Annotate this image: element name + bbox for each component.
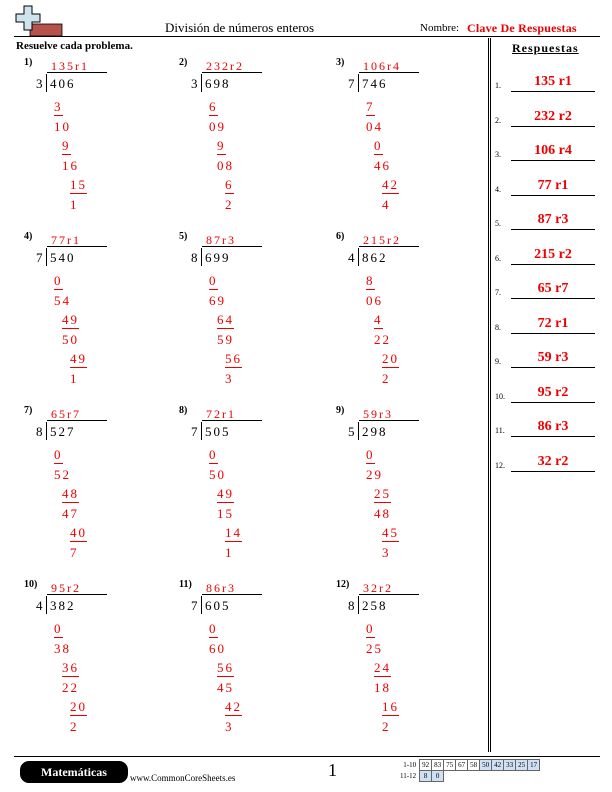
problem-number: 11) (179, 579, 192, 590)
subtract-value: 49 (62, 312, 79, 327)
answer-number: 7. (495, 288, 501, 297)
division-problem (336, 579, 486, 739)
score-table (398, 759, 540, 782)
remainder-value: 69 (209, 292, 226, 308)
score-cell: 8 (420, 771, 432, 782)
division-problem (24, 579, 174, 739)
answer-line (511, 91, 595, 92)
subtract-value: 0 (54, 273, 63, 288)
quotient: 106r4 (359, 59, 419, 73)
answer-value: 215 r2 (534, 246, 572, 262)
dividend: 258 (362, 598, 388, 613)
remainder-value: 1 (70, 196, 79, 212)
quotient: 215r2 (359, 233, 419, 247)
answer-line (511, 436, 595, 437)
division-bracket (358, 596, 359, 614)
remainder-value: 47 (62, 505, 79, 521)
divisor: 8 (348, 598, 355, 613)
subtract-value: 4 (374, 312, 383, 327)
answer-line (511, 298, 595, 299)
footer-divider (14, 756, 600, 757)
answer-value: 72 r1 (537, 315, 569, 331)
answer-line (511, 471, 595, 472)
division-problem (24, 57, 174, 217)
subtract-value: 8 (366, 273, 375, 288)
answer-value: 77 r1 (537, 177, 569, 193)
remainder-value: 52 (54, 466, 71, 482)
division-problem (179, 405, 329, 565)
dividend: 298 (362, 424, 388, 439)
answer-row (495, 176, 601, 196)
score-cell: 58 (468, 760, 480, 771)
division-bracket (46, 422, 47, 440)
answer-line (511, 402, 595, 403)
subtract-value: 15 (70, 177, 87, 192)
division-bracket (201, 596, 202, 614)
answers-title: Respuestas (512, 41, 579, 55)
division-bracket (46, 596, 47, 614)
division-problem (24, 405, 174, 565)
problem-number: 5) (179, 231, 188, 242)
answer-number: 2. (495, 115, 501, 125)
remainder-value: 48 (374, 505, 391, 521)
problem-number: 3) (336, 57, 345, 68)
remainder-value: 60 (209, 640, 226, 656)
remainder-value: 50 (62, 331, 79, 347)
problem-number: 8) (179, 405, 188, 416)
remainder-value: 2 (382, 718, 391, 734)
divisor: 5 (348, 424, 355, 439)
divisor: 7 (36, 250, 43, 265)
remainder-value: 46 (374, 157, 391, 173)
remainder-value: 38 (54, 640, 71, 656)
divisor: 4 (348, 250, 355, 265)
remainder-value: 45 (217, 679, 234, 695)
subtract-value: 48 (62, 486, 79, 501)
score-cell: 75 (444, 760, 456, 771)
answer-row (495, 348, 601, 368)
site-url: www.CommonCoreSheets.es (130, 773, 236, 783)
subtract-value: 40 (70, 525, 87, 540)
division-bracket (358, 248, 359, 266)
score-cell: 25 (516, 760, 528, 771)
remainder-value: 2 (382, 370, 391, 386)
answer-line (511, 264, 595, 265)
remainder-value: 1 (70, 370, 79, 386)
dividend: 382 (50, 598, 76, 613)
score-row-label: 11-12 (400, 772, 417, 780)
answer-number: 4. (495, 184, 501, 194)
answer-value: 95 r2 (537, 384, 569, 400)
dividend: 540 (50, 250, 76, 265)
remainder-value: 25 (366, 640, 383, 656)
answer-number: 3. (495, 150, 501, 159)
subtract-value: 9 (62, 138, 71, 153)
subtract-value: 42 (225, 699, 242, 714)
subtract-value: 56 (217, 660, 234, 675)
problem-number: 10) (24, 579, 38, 590)
answer-row (495, 210, 601, 230)
answer-number: 5. (495, 219, 501, 228)
answer-row (495, 245, 601, 265)
remainder-value: 1 (225, 544, 234, 560)
subtract-value: 16 (382, 699, 399, 714)
brand-badge: Matemáticas (20, 761, 128, 783)
division-problem (179, 57, 329, 217)
quotient: 65r7 (47, 407, 107, 421)
division-bracket (358, 422, 359, 440)
remainder-value: 08 (217, 157, 234, 173)
division-problem (179, 579, 329, 739)
problem-number: 2) (179, 57, 188, 68)
answer-value: 32 r2 (537, 453, 569, 469)
answer-line (511, 195, 595, 196)
answer-row (495, 141, 601, 161)
answer-line (511, 367, 595, 368)
answer-value: 87 r3 (537, 212, 569, 227)
division-bracket (201, 248, 202, 266)
answer-number: 11. (495, 426, 505, 435)
quotient: 87r3 (202, 233, 262, 247)
divisor: 7 (191, 424, 198, 439)
name-label: Nombre: (420, 22, 460, 34)
subtract-value: 49 (217, 486, 234, 501)
subtract-value: 0 (209, 621, 218, 636)
answer-row (495, 107, 601, 127)
quotient: 135r1 (47, 59, 107, 73)
remainder-value: 18 (374, 679, 391, 695)
page-number: 1 (328, 760, 337, 780)
answer-value: 232 r2 (534, 108, 572, 124)
division-problem (336, 231, 486, 391)
remainder-value: 4 (382, 196, 391, 212)
answer-row (495, 452, 601, 472)
answer-value: 106 r4 (534, 143, 572, 158)
division-problem (336, 57, 486, 217)
remainder-value: 15 (217, 505, 234, 521)
answer-value: 86 r3 (537, 419, 569, 434)
subtract-value: 49 (70, 351, 87, 366)
answer-value: 59 r3 (537, 350, 569, 365)
remainder-value: 3 (225, 718, 234, 734)
quotient: 72r1 (202, 407, 262, 421)
remainder-value: 22 (374, 331, 391, 347)
subtract-value: 25 (374, 486, 391, 501)
remainder-value: 22 (62, 679, 79, 695)
dividend: 505 (205, 424, 231, 439)
problem-number: 12) (336, 579, 350, 590)
subtract-value: 6 (225, 177, 234, 192)
dividend: 746 (362, 76, 388, 91)
problem-number: 4) (24, 231, 33, 242)
answer-value: 135 r1 (534, 74, 572, 89)
dividend: 605 (205, 598, 231, 613)
remainder-value: 50 (209, 466, 226, 482)
answer-value: 65 r7 (537, 281, 569, 296)
subtract-value: 20 (382, 351, 399, 366)
problem-number: 6) (336, 231, 345, 242)
answer-row (495, 72, 601, 92)
score-cell: 42 (492, 760, 504, 771)
answer-row (495, 314, 601, 334)
divisor: 8 (36, 424, 43, 439)
problem-number: 9) (336, 405, 345, 416)
answer-key-label: Clave De Respuestas (467, 21, 577, 35)
score-cell: 83 (432, 760, 444, 771)
subtract-value: 7 (366, 99, 375, 114)
quotient: 232r2 (202, 59, 262, 73)
header-divider (14, 36, 600, 37)
subtract-value: 0 (366, 621, 375, 636)
division-bracket (46, 248, 47, 266)
divisor: 3 (36, 76, 43, 91)
subtract-value: 0 (366, 447, 375, 462)
answer-line (511, 126, 595, 127)
remainder-value: 59 (217, 331, 234, 347)
subtract-value: 14 (225, 525, 242, 540)
answer-row (495, 417, 601, 437)
subtract-value: 0 (374, 138, 383, 153)
divisor: 4 (36, 598, 43, 613)
subtract-value: 0 (209, 273, 218, 288)
instructions: Resuelve cada problema. (16, 40, 133, 52)
remainder-value: 29 (366, 466, 383, 482)
divisor: 3 (191, 76, 198, 91)
answer-row (495, 383, 601, 403)
problem-number: 1) (24, 57, 33, 68)
division-bracket (201, 422, 202, 440)
dividend: 699 (205, 250, 231, 265)
dividend: 527 (50, 424, 76, 439)
remainder-value: 2 (70, 718, 79, 734)
subtract-value: 0 (54, 447, 63, 462)
answer-number: 12. (495, 460, 505, 470)
remainder-value: 2 (225, 196, 234, 212)
divisor: 7 (348, 76, 355, 91)
quotient: 95r2 (47, 581, 107, 595)
problem-number: 7) (24, 405, 33, 416)
answer-number: 1. (495, 81, 501, 90)
answer-row (495, 279, 601, 299)
division-bracket (46, 74, 47, 92)
score-cell: 67 (456, 760, 468, 771)
score-cell: 92 (420, 760, 432, 771)
remainder-value: 3 (382, 544, 391, 560)
subtract-value: 36 (62, 660, 79, 675)
dividend: 862 (362, 250, 388, 265)
answer-number: 9. (495, 357, 501, 366)
subtract-value: 9 (217, 138, 226, 153)
score-cell: 50 (480, 760, 492, 771)
dividend: 406 (50, 76, 76, 91)
answer-number: 6. (495, 253, 501, 263)
divisor: 8 (191, 250, 198, 265)
division-bracket (201, 74, 202, 92)
remainder-value: 09 (209, 118, 226, 134)
quotient: 86r3 (202, 581, 262, 595)
division-problem (336, 405, 486, 565)
remainder-value: 06 (366, 292, 383, 308)
division-problem (179, 231, 329, 391)
remainder-value: 04 (366, 118, 383, 134)
quotient: 77r1 (47, 233, 107, 247)
answer-line (511, 229, 595, 230)
remainder-value: 16 (62, 157, 79, 173)
subtract-value: 3 (54, 99, 63, 114)
subtract-value: 6 (209, 99, 218, 114)
answer-number: 8. (495, 322, 501, 332)
remainder-value: 7 (70, 544, 79, 560)
remainder-value: 3 (225, 370, 234, 386)
quotient: 59r3 (359, 407, 419, 421)
answer-number: 10. (495, 391, 505, 401)
subtract-value: 56 (225, 351, 242, 366)
subtract-value: 20 (70, 699, 87, 714)
subtract-value: 0 (54, 621, 63, 636)
remainder-value: 54 (54, 292, 71, 308)
plus-sign-logo-icon (14, 4, 64, 38)
score-cell: 33 (504, 760, 516, 771)
division-bracket (358, 74, 359, 92)
dividend: 698 (205, 76, 231, 91)
remainder-value: 10 (54, 118, 71, 134)
answer-line (511, 333, 595, 334)
page-title: División de números enteros (165, 20, 315, 35)
score-cell: 0 (432, 771, 444, 782)
subtract-value: 45 (382, 525, 399, 540)
divisor: 7 (191, 598, 198, 613)
score-row-label: 1-10 (403, 761, 417, 769)
division-problem (24, 231, 174, 391)
quotient: 32r2 (359, 581, 419, 595)
score-cell: 17 (528, 760, 540, 771)
subtract-value: 0 (209, 447, 218, 462)
subtract-value: 42 (382, 177, 399, 192)
subtract-value: 24 (374, 660, 391, 675)
answer-line (511, 160, 595, 161)
subtract-value: 64 (217, 312, 234, 327)
